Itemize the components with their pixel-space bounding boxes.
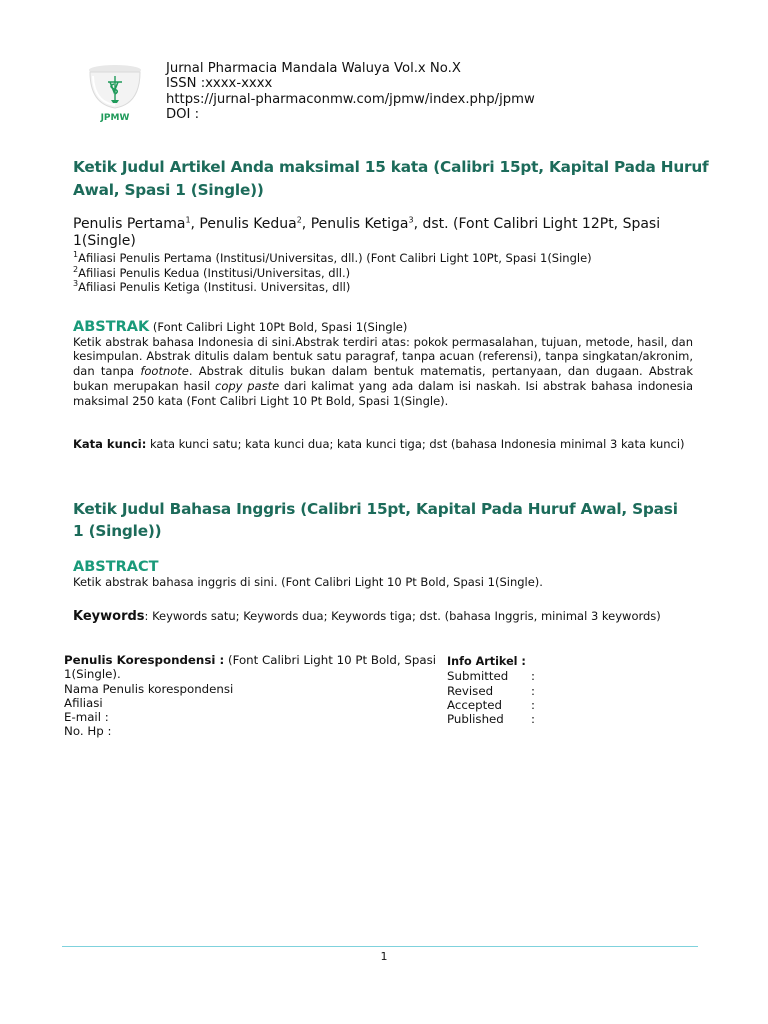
info-row (447, 712, 647, 726)
info-colon: : (531, 697, 535, 712)
abstrak-italic-1: footnote (140, 364, 189, 379)
correspondence-line: No. Hp : (64, 724, 112, 739)
info-label: Accepted (447, 697, 502, 712)
correspondence-heading (64, 653, 444, 682)
keywords-label: Keywords (73, 609, 145, 624)
kata-kunci-label: Kata kunci: (73, 437, 147, 451)
page-number: 1 (380, 950, 388, 963)
info-colon: : (531, 669, 535, 684)
footer-divider (62, 946, 698, 947)
affiliation-list (73, 251, 713, 295)
author-list (73, 216, 713, 250)
journal-issn: ISSN :xxxx-xxxx (166, 76, 273, 92)
correspondence-line: E-mail : (64, 710, 109, 725)
affiliation-item (73, 251, 713, 266)
journal-name: Jurnal Pharmacia Mandala Waluya Vol.x No.X (166, 61, 461, 76)
correspondence-line: Nama Penulis korespondensi (64, 681, 234, 696)
article-info (447, 655, 647, 726)
correspondence-note: (Font Calibri Light 10 Pt Bold, Spasi 1(Single). (64, 653, 437, 682)
affiliation-sup: 1 (73, 250, 79, 260)
affiliation-sup: 2 (73, 264, 79, 274)
abstrak-body-1: Ketik abstrak bahasa Indonesia di sini.Abstrak terdiri atas: pokok permasalahan, tujuan, metode, hasil, dan kesimpulan. Abstrak ditulis dalam bentuk satu paragraf, tanpa acuan (referensi), tanpa singkatan/akronim, dan tanpa (73, 334, 693, 379)
kata-kunci-text: kata kunci satu; kata kunci dua; kata kunci tiga; dst (bahasa Indonesia minimal 3 kata kunci) (146, 437, 685, 451)
article-title-id: Ketik Judul Artikel Anda maksimal 15 kata (Calibri 15pt, Kapital Pada Huruf Awal, Spasi 1 (Single)) (73, 158, 709, 199)
info-label: Submitted (447, 669, 509, 684)
info-title: Info Artikel : (447, 655, 526, 668)
article-title-en: Ketik Judul Bahasa Inggris (Calibri 15pt, Kapital Pada Huruf Awal, Spasi 1 (Single)) (73, 500, 678, 540)
abstrak-body-3: dari kalimat yang ada dalam isi naskah. Isi abstrak bahasa indonesia maksimal 250 kata (Font Calibri Light 10 Pt Bold, Spasi 1(Single). (73, 378, 694, 408)
author-2: , Penulis Kedua (190, 216, 297, 232)
correspondence-line: Afiliasi (64, 695, 103, 710)
info-label: Published (447, 712, 504, 727)
info-row (447, 669, 647, 683)
info-row (447, 684, 647, 698)
affiliation-sup: 3 (73, 279, 79, 289)
affiliation-text: Afiliasi Penulis Pertama (Institusi/Universitas, dll.) (Font Calibri Light 10Pt, Spasi 1(Single) (78, 251, 592, 265)
affiliation-item (73, 280, 713, 295)
abstract-heading: ABSTRACT (73, 559, 159, 575)
affiliation-item (73, 266, 713, 281)
keywords-text: : Keywords satu; Keywords dua; Keywords tiga; dst. (bahasa Inggris, minimal 3 keywords) (144, 609, 661, 623)
journal-doi: DOI : (166, 107, 200, 123)
abstract-body: Ketik abstrak bahasa inggris di sini. (Font Calibri Light 10 Pt Bold, Spasi 1(Single). (73, 575, 543, 589)
logo-text: JPMW (100, 113, 130, 123)
info-colon: : (531, 712, 535, 727)
journal-logo (84, 62, 146, 126)
abstrak-body-2: . Abstrak ditulis bukan dalam bentuk matematis, pertanyaan, dan dugaan. Abstrak bukan merupakan hasil (73, 364, 694, 393)
abstrak-heading: ABSTRAK (73, 319, 150, 335)
author-1-sup: 1 (185, 215, 191, 225)
abstrak-section (73, 320, 693, 408)
author-3-sup: 3 (408, 215, 414, 225)
author-1: Penulis Pertama (73, 216, 186, 232)
affiliation-text: Afiliasi Penulis Ketiga (Institusi. Universitas, dll) (78, 280, 351, 295)
abstract-section (73, 560, 693, 590)
info-row (447, 698, 647, 712)
abstrak-heading-note: (Font Calibri Light 10Pt Bold, Spasi 1(Single) (149, 320, 408, 334)
info-label: Revised (447, 683, 494, 698)
keywords (73, 609, 693, 625)
kata-kunci (73, 437, 693, 452)
mortar-pestle-icon (84, 62, 146, 126)
abstrak-italic-2: copy paste (215, 378, 280, 393)
correspondence-label: Penulis Korespondensi : (64, 653, 225, 667)
author-2-sup: 2 (296, 215, 302, 225)
correspondence-block (64, 653, 444, 739)
affiliation-text: Afiliasi Penulis Kedua (Institusi/Universitas, dll.) (78, 265, 351, 280)
journal-header (166, 61, 535, 123)
author-3: , Penulis Ketiga (301, 216, 409, 232)
author-note: , dst. (Font Calibri Light 12Pt, Spasi 1(Single) (73, 216, 661, 249)
journal-url[interactable]: https://jurnal-pharmaconmw.com/jpmw/index.php/jpmw (166, 91, 535, 107)
info-colon: : (531, 683, 535, 698)
